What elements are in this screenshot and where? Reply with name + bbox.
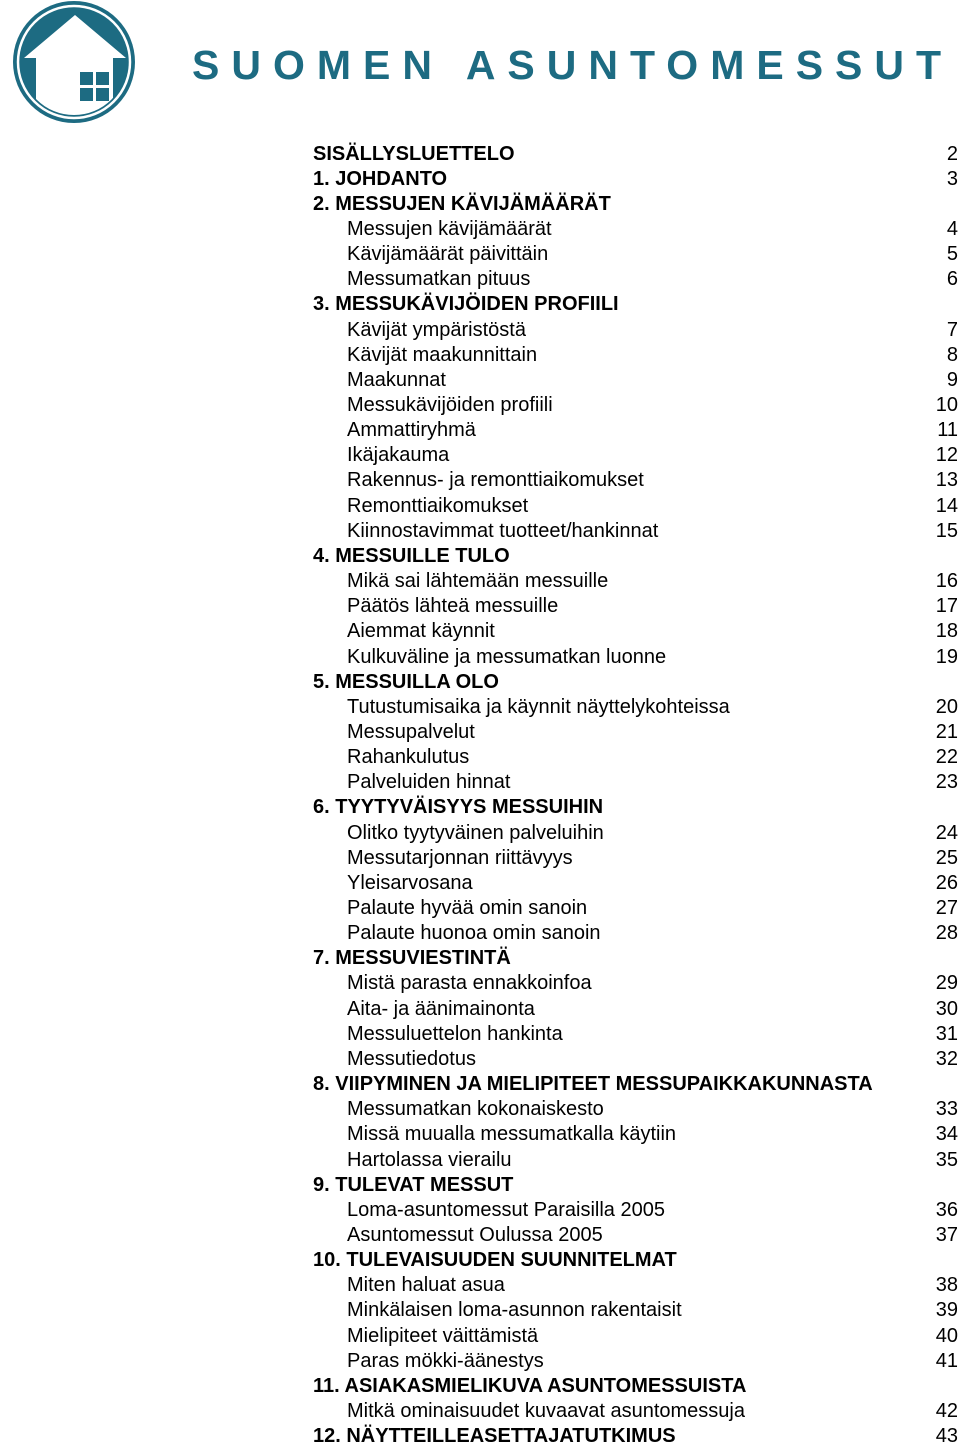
toc-section-title: 9. TULEVAT MESSUT — [313, 1173, 514, 1196]
toc-section-row — [313, 1074, 958, 1094]
toc-page-number: 23 — [935, 771, 958, 794]
toc-entry-row — [313, 1225, 958, 1245]
toc-section-title: 7. MESSUVIESTINTÄ — [313, 947, 511, 970]
toc-section-row — [313, 1175, 958, 1195]
toc-entry-title: Palaute hyvää omin sanoin — [347, 897, 588, 919]
toc-entry-title: Messukävijöiden profiili — [347, 394, 553, 416]
toc-entry-title: Päätös lähteä messuille — [347, 595, 559, 618]
toc-page-number: 17 — [935, 595, 958, 618]
toc-entry-row — [313, 320, 958, 340]
toc-entry-row — [313, 898, 958, 918]
toc-section-row — [313, 546, 958, 566]
toc-entry-row — [313, 345, 958, 365]
toc-entry-row — [313, 1300, 958, 1320]
toc-page-number: 31 — [935, 1022, 958, 1045]
toc-section-title: 11. ASIAKASMIELIKUVA ASUNTOMESSUISTA — [313, 1374, 747, 1397]
toc-entry-title: Aita- ja äänimainonta — [347, 997, 535, 1020]
toc-page-number: 39 — [935, 1299, 958, 1322]
toc-page-number: 26 — [935, 871, 958, 894]
toc-entry-row — [313, 1275, 958, 1295]
toc-page-number: 2 — [946, 142, 958, 165]
toc-entry-row — [313, 1326, 958, 1346]
toc-entry-title: Ammattiryhmä — [347, 419, 476, 442]
toc-page-number: 40 — [935, 1324, 958, 1347]
toc-section-title: 5. MESSUILLA OLO — [313, 670, 499, 693]
table-of-contents — [313, 144, 958, 1446]
toc-page-number: 41 — [935, 1349, 958, 1372]
toc-entry-row — [313, 470, 958, 490]
toc-entry-title: Messujen kävijämäärät — [347, 217, 552, 240]
toc-entry-row — [313, 873, 958, 893]
toc-entry-row — [313, 722, 958, 742]
toc-page-number: 7 — [946, 318, 958, 341]
toc-page-number: 28 — [935, 922, 958, 945]
toc-page-number: 30 — [935, 997, 958, 1020]
toc-entry-title: Kävijämäärät päivittäin — [347, 243, 549, 266]
toc-entry-title: Minkälaisen loma-asunnon rakentaisit — [347, 1299, 682, 1322]
brand-wordmark: SUOMEN ASUNTOMESSUT — [192, 42, 954, 88]
toc-entry-row — [313, 747, 958, 767]
toc-page-number: 14 — [935, 494, 958, 517]
toc-entry-title: Mikä sai lähtemään messuille — [347, 570, 609, 593]
toc-section-title: 12. NÄYTTEILLEASETTAJATUTKIMUS — [313, 1425, 676, 1447]
toc-entry-row — [313, 496, 958, 516]
toc-entry-row — [313, 445, 958, 465]
toc-page-number: 4 — [946, 217, 958, 240]
toc-entry-row — [313, 973, 958, 993]
toc-section-row — [313, 169, 958, 189]
toc-section-title: 2. MESSUJEN KÄVIJÄMÄÄRÄT — [313, 192, 611, 215]
toc-entry-title: Rahankulutus — [347, 746, 470, 769]
toc-page-number: 33 — [935, 1098, 958, 1121]
toc-page-number: 43 — [935, 1425, 958, 1447]
brand-logo — [0, 0, 150, 125]
toc-entry-title: Olitko tyytyväinen palveluihin — [347, 821, 604, 844]
toc-page-number: 3 — [946, 167, 958, 190]
toc-entry-row — [313, 1049, 958, 1069]
toc-entry-title: Palaute huonoa omin sanoin — [347, 922, 601, 945]
toc-entry-title: Messumatkan pituus — [347, 268, 531, 291]
toc-entry-row — [313, 1401, 958, 1421]
toc-section-title: 4. MESSUILLE TULO — [313, 544, 510, 567]
toc-entry-title: Ikäjakauma — [347, 444, 450, 467]
toc-entry-title: Yleisarvosana — [347, 871, 473, 894]
toc-entry-title: Messutiedotus — [347, 1047, 476, 1070]
toc-page-number: 32 — [935, 1047, 958, 1070]
toc-section-row — [313, 1250, 958, 1270]
toc-page-number: 34 — [935, 1123, 958, 1146]
toc-section-title: 10. TULEVAISUUDEN SUUNNITELMAT — [313, 1249, 677, 1272]
toc-page-number: 29 — [935, 972, 958, 995]
toc-page-number: 16 — [935, 570, 958, 593]
toc-entry-title: Aiemmat käynnit — [347, 620, 495, 643]
toc-entry-title: Kulkuväline ja messumatkan luonne — [347, 645, 667, 668]
toc-page-number: 25 — [935, 846, 958, 869]
toc-entry-row — [313, 1200, 958, 1220]
toc-entry-row — [313, 219, 958, 239]
toc-entry-row — [313, 244, 958, 264]
toc-entry-row — [313, 521, 958, 541]
toc-entry-row — [313, 1124, 958, 1144]
toc-entry-title: Maakunnat — [347, 368, 446, 391]
toc-entry-title: Palveluiden hinnat — [347, 771, 511, 794]
toc-page-number: 27 — [935, 897, 958, 919]
toc-entry-row — [313, 571, 958, 591]
toc-entry-title: Rakennus- ja remonttiaikomukset — [347, 469, 644, 492]
toc-entry-title: Asuntomessut Oulussa 2005 — [347, 1223, 603, 1246]
toc-entry-row — [313, 772, 958, 792]
toc-entry-title: Messutarjonnan riittävyys — [347, 846, 573, 869]
toc-page-number: 5 — [946, 243, 958, 266]
toc-page-number: 13 — [935, 469, 958, 492]
toc-entry-title: Kiinnostavimmat tuotteet/hankinnat — [347, 519, 659, 542]
toc-entry-row — [313, 420, 958, 440]
toc-section-title: 8. VIIPYMINEN JA MIELIPITEET MESSUPAIKKAKUNNASTA — [313, 1073, 873, 1096]
toc-entry-title: Kävijät maakunnittain — [347, 343, 538, 366]
toc-entry-title: Mielipiteet väittämistä — [347, 1324, 539, 1347]
toc-page-number: 10 — [935, 394, 958, 416]
toc-page-number: 20 — [935, 695, 958, 718]
toc-entry-row — [313, 596, 958, 616]
toc-page-number: 19 — [935, 645, 958, 668]
toc-page-number: 18 — [935, 620, 958, 643]
toc-entry-title: Missä muualla messumatkalla käytiin — [347, 1123, 677, 1146]
toc-entry-row — [313, 370, 958, 390]
toc-entry-title: Messumatkan kokonaiskesto — [347, 1098, 604, 1121]
toc-page-number: 21 — [935, 720, 958, 743]
toc-page-number: 11 — [937, 419, 958, 442]
toc-page-number: 15 — [935, 519, 958, 542]
toc-entry-row — [313, 848, 958, 868]
toc-section-title: 1. JOHDANTO — [313, 167, 448, 190]
toc-section-row — [313, 672, 958, 692]
toc-section-row — [313, 948, 958, 968]
toc-entry-title: Loma-asuntomessut Paraisilla 2005 — [347, 1198, 665, 1221]
toc-entry-row — [313, 1351, 958, 1371]
toc-heading: SISÄLLYSLUETTELO — [313, 142, 515, 165]
toc-section-row — [313, 1426, 958, 1446]
toc-entry-row — [313, 999, 958, 1019]
toc-entry-title: Remonttiaikomukset — [347, 494, 529, 517]
toc-entry-title: Tutustumisaika ja käynnit näyttelykohteissa — [347, 695, 730, 718]
toc-page-number: 24 — [935, 821, 958, 844]
toc-entry-row — [313, 823, 958, 843]
toc-page-number: 8 — [946, 343, 958, 366]
toc-heading-row — [313, 144, 958, 164]
toc-entry-title: Mitkä ominaisuudet kuvaavat asuntomessuja — [347, 1400, 745, 1422]
toc-section-row — [313, 194, 958, 214]
toc-entry-row — [313, 395, 958, 415]
toc-page-number: 37 — [935, 1223, 958, 1246]
toc-entry-title: Miten haluat asua — [347, 1274, 505, 1297]
toc-entry-title: Mistä parasta ennakkoinfoa — [347, 972, 592, 995]
toc-entry-row — [313, 647, 958, 667]
toc-page-number: 42 — [935, 1400, 958, 1422]
toc-section-row — [313, 294, 958, 314]
toc-entry-row — [313, 1099, 958, 1119]
toc-entry-row — [313, 1150, 958, 1170]
toc-entry-row — [313, 269, 958, 289]
toc-page-number: 36 — [935, 1198, 958, 1221]
toc-entry-title: Hartolassa vierailu — [347, 1148, 512, 1171]
toc-page-number: 6 — [946, 268, 958, 291]
toc-entry-row — [313, 923, 958, 943]
toc-entry-row — [313, 1024, 958, 1044]
toc-page-number: 38 — [935, 1274, 958, 1297]
toc-page-number: 12 — [935, 444, 958, 467]
toc-entry-title: Messuluettelon hankinta — [347, 1022, 563, 1045]
toc-page-number: 9 — [946, 368, 958, 391]
toc-entry-row — [313, 621, 958, 641]
toc-section-row — [313, 1376, 958, 1396]
toc-section-title: 6. TYYTYVÄISYYS MESSUIHIN — [313, 796, 604, 819]
toc-entry-title: Messupalvelut — [347, 720, 475, 743]
toc-entry-row — [313, 697, 958, 717]
toc-page-number: 35 — [935, 1148, 958, 1171]
toc-section-title: 3. MESSUKÄVIJÖIDEN PROFIILI — [313, 293, 619, 316]
toc-section-row — [313, 797, 958, 817]
toc-entry-title: Kävijät ympäristöstä — [347, 318, 526, 341]
toc-entry-title: Paras mökki-äänestys — [347, 1349, 544, 1372]
toc-page-number: 22 — [935, 746, 958, 769]
